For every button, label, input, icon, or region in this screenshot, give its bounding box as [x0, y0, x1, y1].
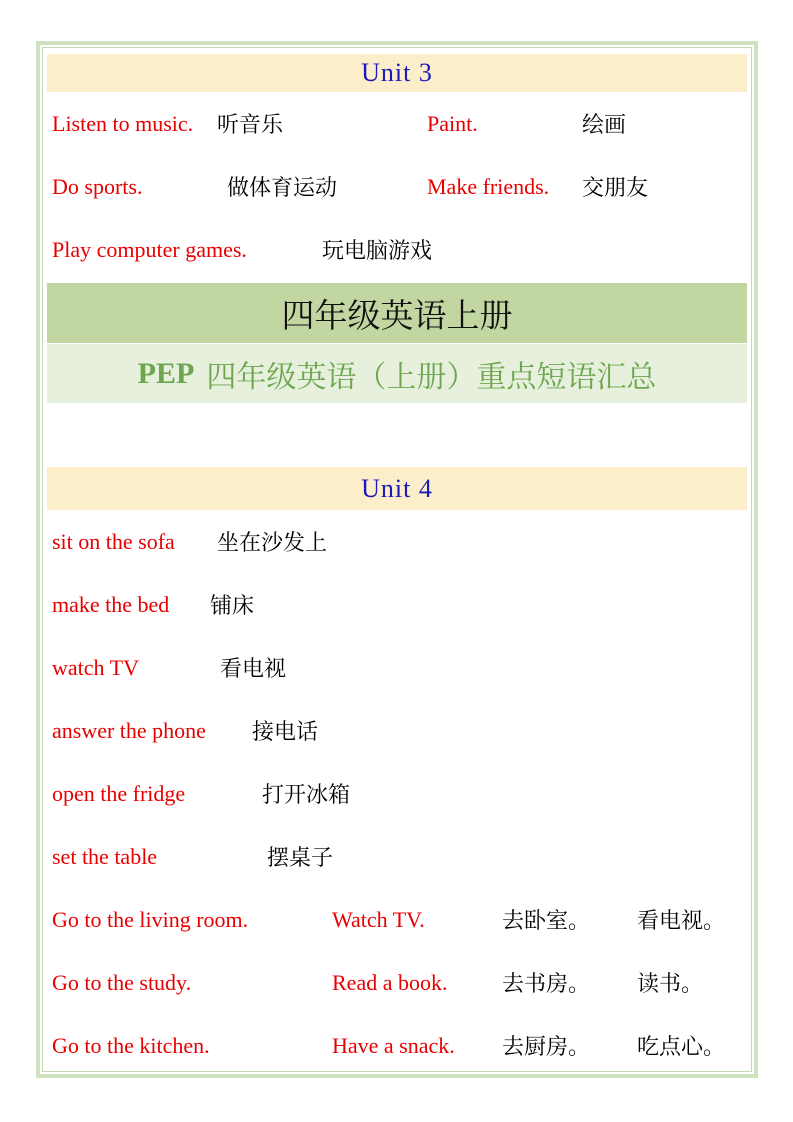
phrase-en: Do sports. — [52, 173, 143, 199]
phrase-en: Have a snack. — [332, 1032, 455, 1058]
phrase-zh: 去卧室。 — [502, 908, 591, 933]
phrase-zh: 坐在沙发上 — [217, 530, 328, 555]
phrase-zh: 交朋友 — [582, 175, 649, 200]
phrase-row — [47, 573, 747, 636]
unit3-title: Unit 3 — [361, 58, 433, 87]
phrase-zh: 打开冰箱 — [262, 782, 351, 807]
phrase-en: make the bed — [52, 591, 170, 617]
phrase-row — [47, 636, 747, 699]
phrase-zh: 吃点心。 — [637, 1034, 726, 1059]
phrase-zh: 听音乐 — [217, 112, 284, 137]
subtitle-prefix: PEP — [137, 356, 195, 390]
phrase-en: set the table — [52, 843, 158, 869]
phrase-zh: 绘画 — [582, 112, 627, 137]
phrase-zh: 去厨房。 — [502, 1034, 591, 1059]
subtitle-banner — [47, 344, 747, 403]
phrase-row — [47, 762, 747, 825]
phrase-en: Play computer games. — [52, 236, 247, 262]
phrase-en: Go to the living room. — [52, 906, 249, 932]
phrase-en: answer the phone — [52, 717, 206, 743]
phrase-en: Paint. — [427, 110, 478, 136]
phrase-row — [47, 92, 747, 155]
phrase-en: watch TV — [52, 654, 139, 680]
phrase-en: Listen to music. — [52, 110, 194, 136]
phrase-zh: 看电视 — [220, 656, 287, 681]
phrase-en: open the fridge — [52, 780, 186, 806]
unit3-header — [47, 54, 747, 92]
phrase-zh: 去书房。 — [502, 971, 591, 996]
phrase-zh: 玩电脑游戏 — [322, 238, 433, 263]
phrase-zh: 摆桌子 — [267, 845, 334, 870]
phrase-en: Watch TV. — [332, 906, 425, 932]
phrase-row — [47, 218, 747, 281]
phrase-row — [47, 155, 747, 218]
phrase-en: Read a book. — [332, 969, 448, 995]
phrase-zh: 读书。 — [637, 971, 704, 996]
phrase-row — [47, 951, 747, 1014]
phrase-en: Make friends. — [427, 173, 550, 199]
subtitle-text: 四年级英语（上册）重点短语汇总 — [206, 360, 657, 394]
phrase-zh: 看电视。 — [637, 908, 726, 933]
book-title: 四年级英语上册 — [281, 296, 513, 334]
phrase-en: sit on the sofa — [52, 528, 175, 554]
phrase-zh: 接电话 — [252, 719, 319, 744]
phrase-zh: 铺床 — [210, 593, 255, 618]
phrase-row — [47, 699, 747, 762]
phrase-zh: 做体育运动 — [227, 175, 338, 200]
phrase-row — [47, 825, 747, 888]
unit4-header — [47, 467, 747, 510]
phrase-en: Go to the study. — [52, 969, 192, 995]
unit4-title: Unit 4 — [361, 473, 433, 503]
phrase-row — [47, 1014, 747, 1077]
document-page — [36, 41, 758, 1078]
phrase-row — [47, 888, 747, 951]
phrase-row — [47, 510, 747, 573]
phrase-en: Go to the kitchen. — [52, 1032, 210, 1058]
book-title-banner — [47, 283, 747, 343]
